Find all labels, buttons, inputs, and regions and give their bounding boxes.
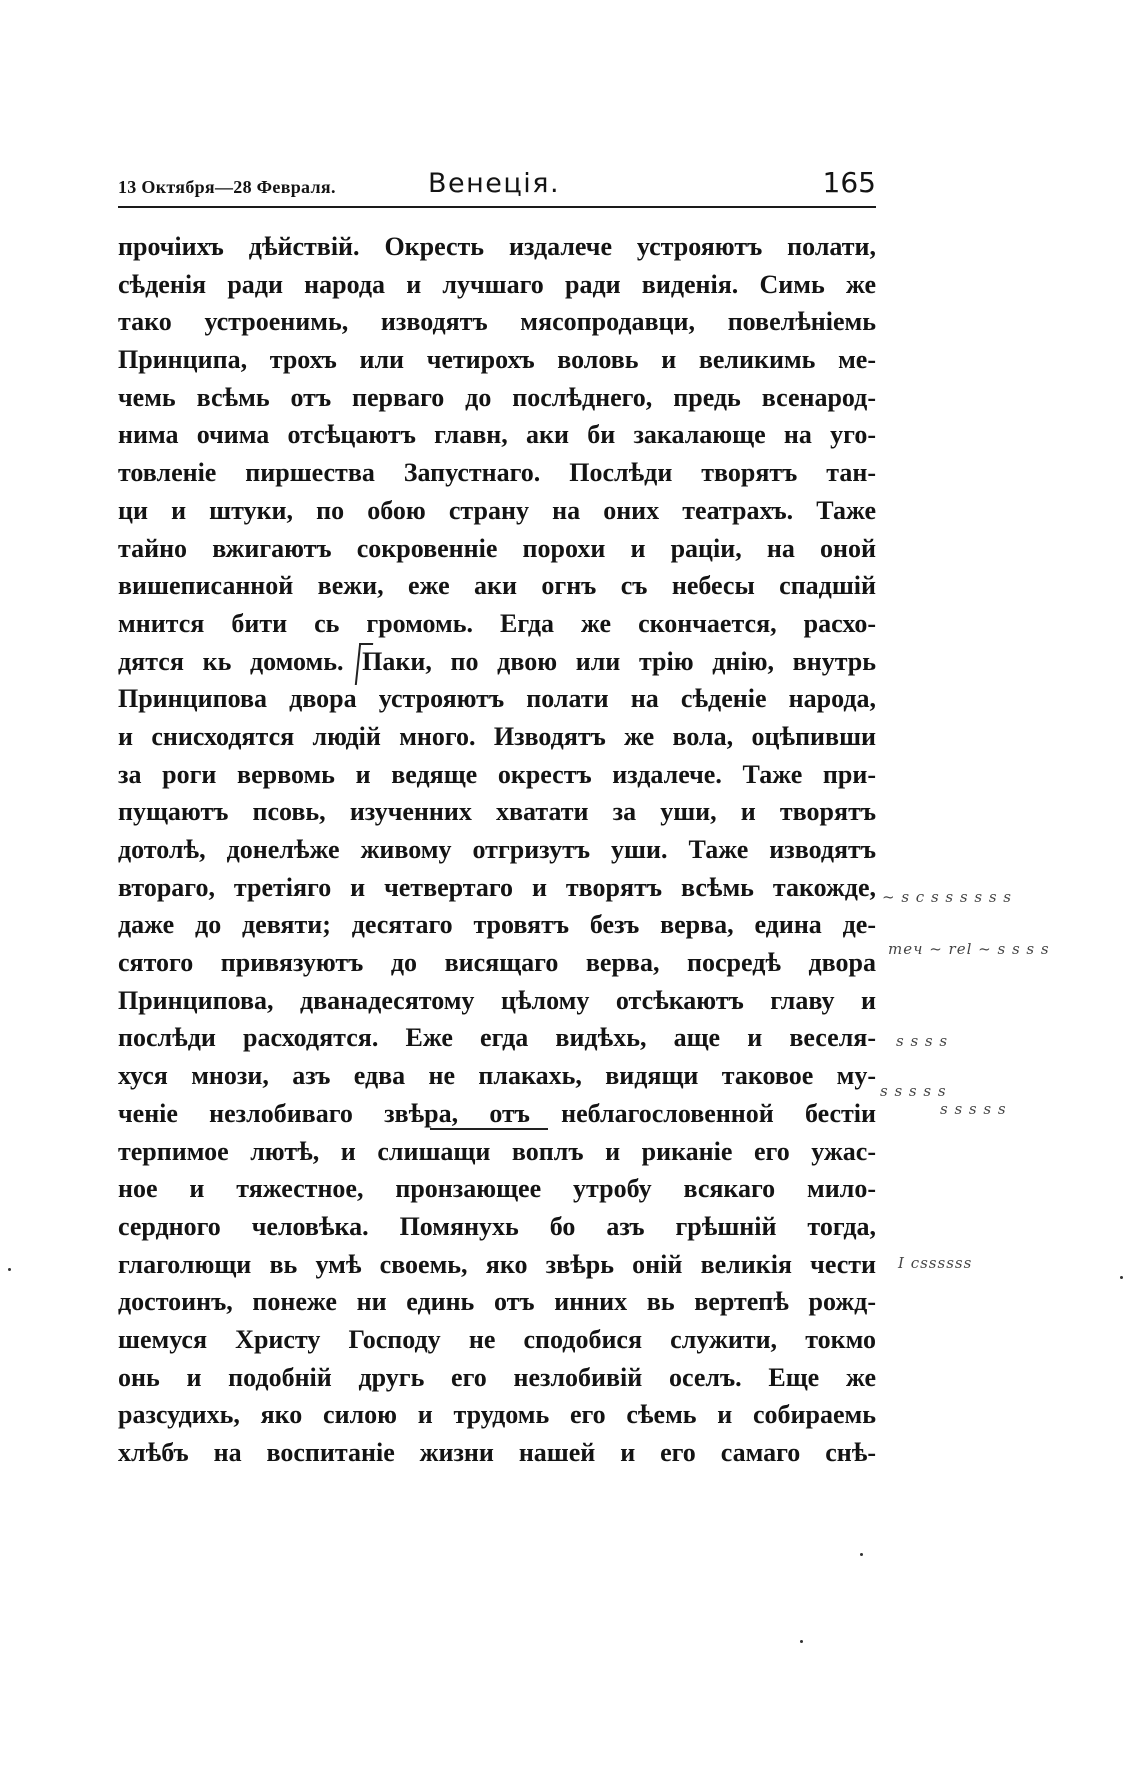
text-line: товленіе пиршества Запустнаго. Послѣди творятъ тан- [118, 458, 876, 488]
text-line: сѣденія ради народа и лучшаго ради виденія. Симь же [118, 269, 876, 299]
text-line: послѣди расходятся. Еже егда видѣхь, аще и веселя- [118, 1023, 876, 1053]
page-number: 165 [822, 166, 876, 199]
text-line: онь и подобній другь его незлобивій оселъ. Еще же [118, 1362, 876, 1392]
text-line: втораго, третіяго и четвертаго и творятъ всѣмь такожде, [118, 872, 876, 902]
margin-note: ѕ ѕ ѕ ѕ ѕ [880, 1082, 947, 1100]
text-line: дотолѣ, донелѣже живому отгризутъ уши. Таже изводятъ [118, 835, 876, 864]
text-line: сятого привязуютъ до висящаго верва, посредѣ двора [118, 948, 876, 978]
text-line: хлѣбъ на воспитаніе жизни нашей и его самаго снѣ- [118, 1438, 876, 1467]
body-text [118, 228, 876, 1472]
scan-speck [1120, 1276, 1123, 1279]
text-line: Принципова, дванадесятому цѣлому отсѣкаютъ главу и [118, 985, 876, 1015]
margin-note: ~ ѕ с ѕ ѕ ѕ ѕ ѕ ѕ [882, 888, 1012, 906]
text-line: глаголющи вь умѣ своемь, яко звѣрь оній великія чести [118, 1249, 876, 1279]
handwritten-underline-mark [430, 1128, 548, 1130]
text-line: за роги вервомь и ведяще окрестъ издалече. Таже при- [118, 759, 876, 789]
text-line: ченіе незлобиваго звѣра, отъ неблагословенной бестіи [118, 1098, 876, 1128]
text-line: прочіихъ дѣйствій. Окресть издалече устрояютъ полати, [118, 232, 876, 261]
text-line: тако устроенимь, изводятъ мясопродавци, повелѣніемь [118, 307, 876, 337]
text-line: Принципа, трохъ или четирохъ воловь и великимь ме- [118, 345, 876, 375]
text-line: чемь всѣмь отъ перваго до послѣднего, предь всенарод- [118, 382, 876, 412]
text-line: даже до девяти; десятаго тровятъ безъ верва, едина де- [118, 910, 876, 940]
running-head-title: Венеція. [428, 168, 561, 199]
margin-note: ѕ ѕ ѕ ѕ [896, 1032, 949, 1050]
text-line: хуся мнози, азъ едва не плакахь, видящи таковое му- [118, 1061, 876, 1091]
scan-speck [8, 1268, 11, 1271]
running-head-dates: 13 Октября—28 Февраля. [118, 177, 336, 197]
text-line: достоинъ, понеже ни единь отъ инних вь вертепѣ рожд- [118, 1287, 876, 1317]
text-line: ци и штуки, по обою страну на оних театрахъ. Таже [118, 495, 876, 525]
text-line: шемуся Христу Господу не сподобися служити, токмо [118, 1324, 876, 1354]
text-line: дятся кь домомь. Паки, по двою или трію днію, внутрь [118, 646, 876, 676]
margin-note: ѕ ѕ ѕ ѕ ѕ [940, 1100, 1007, 1118]
text-line: терпимое лютѣ, и слишащи воплъ и риканіе его ужас- [118, 1136, 876, 1166]
text-line: Принципова двора устрояютъ полати на сѣденіе народа, [118, 684, 876, 714]
scan-speck [860, 1553, 863, 1556]
text-line: тайно вжигаютъ сокровенніе порохи и раціи, на оной [118, 533, 876, 563]
text-line: мнится бити сь громомь. Егда же скончается, расхо- [118, 608, 876, 638]
text-line: пущаютъ псовь, изученних хватати за уши, и творятъ [118, 797, 876, 827]
text-line: ное и тяжестное, пронзающее утробу всякаго мило- [118, 1174, 876, 1204]
text-line: и снисходятся людій много. Изводятъ же вола, оцѣпивши [118, 721, 876, 751]
text-line: нима очима отсѣцаютъ главн, аки би закалающе на уго- [118, 420, 876, 450]
margin-note: теч ~ rel ~ ѕ ѕ ѕ ѕ [888, 940, 1050, 958]
running-head [118, 160, 876, 208]
text-line: разсудихь, яко силою и трудомь его сѣемь и собираемь [118, 1400, 876, 1430]
margin-note: I сѕѕѕѕѕѕ [898, 1254, 973, 1272]
text-line: вишеписанной вежи, еже аки огнъ съ небесы спадшій [118, 571, 876, 601]
scan-speck [800, 1640, 803, 1643]
text-line: сердного человѣка. Помянухь бо азъ грѣшній тогда, [118, 1211, 876, 1241]
